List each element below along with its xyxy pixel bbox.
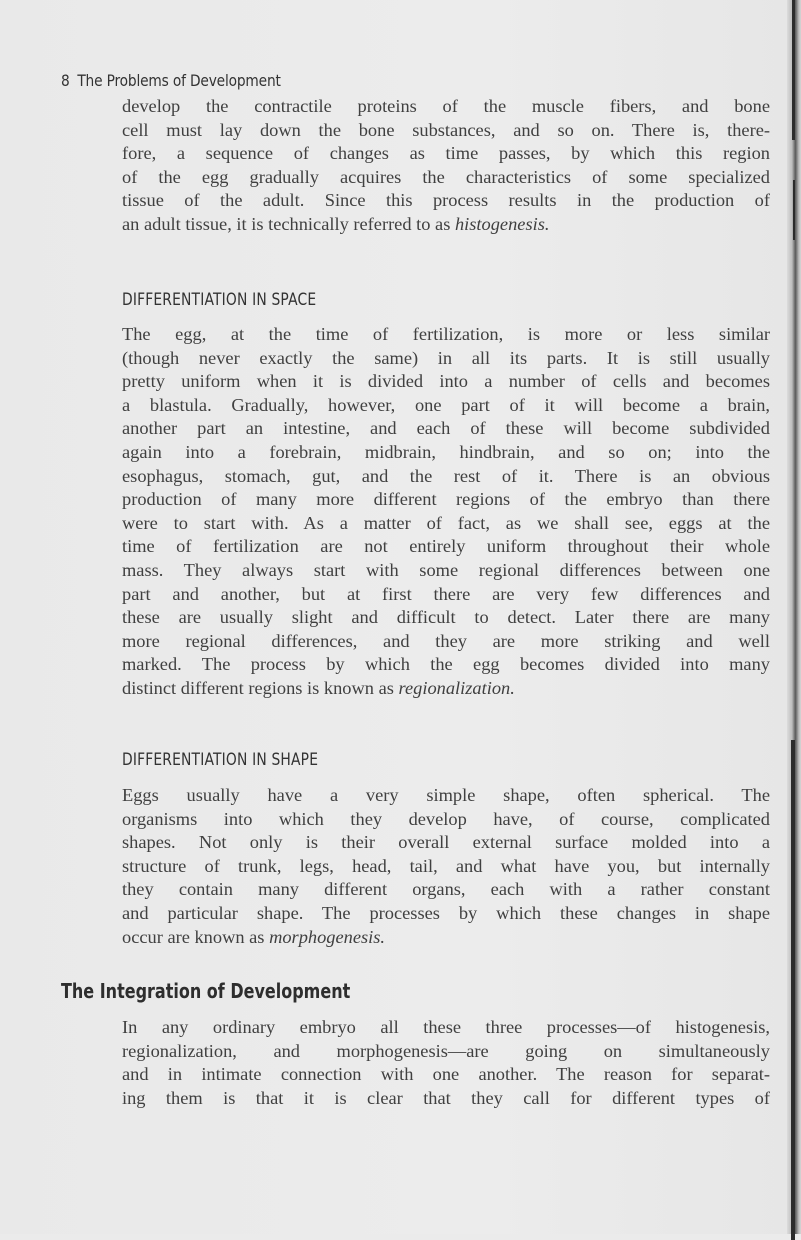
text-line: marked. The process by which the egg becomes divided into many	[122, 654, 770, 675]
text-line: these are usually slight and difficult to detect. Later there are many	[122, 607, 770, 628]
text-line: more regional differences, and they are more striking and well	[122, 630, 770, 651]
text-line: regionalization, and morphogenesis—are going on simultaneously	[122, 1040, 770, 1061]
term-histogenesis: histogenesis.	[454, 213, 550, 234]
text-line: The egg, at the time of fertilization, is more or less similar	[122, 324, 770, 344]
text-line: a blastula. Gradually, however, one part of it will become a brain,	[122, 394, 770, 415]
text-line: organisms into which they develop have, of course, complicated	[122, 808, 770, 829]
text-line: mass. They always start with some regional differences between one	[122, 559, 770, 580]
text-line: time of fertilization are not entirely uniform throughout their whole	[122, 536, 770, 557]
text-line: fore, a sequence of changes as time passes, by which this region	[122, 143, 770, 164]
book-spine-edge	[787, 0, 801, 1234]
text-line: tissue of the adult. Since this process results in the production of	[122, 190, 770, 211]
text-line: esophagus, stomach, gut, and the rest of it. There is an obvious	[122, 465, 770, 486]
running-head-title: The Problems of Development	[77, 71, 281, 90]
text-line: (though never exactly the same) in all its parts. It is still usually	[122, 347, 770, 368]
text-line: they contain many different organs, each with a rather constant	[122, 879, 770, 900]
paragraph-regionalization	[122, 323, 770, 701]
text-line: cell must lay down the bone substances, and so on. There is, there-	[122, 119, 770, 140]
text-fragment: occur are known as	[122, 926, 270, 947]
text-line	[122, 677, 770, 701]
paragraph-histogenesis	[122, 95, 770, 237]
text-line	[122, 926, 770, 950]
heading-integration-of-development: The Integration of Development	[61, 979, 351, 1003]
term-morphogenesis: morphogenesis.	[269, 926, 386, 947]
text-line	[122, 213, 770, 237]
text-line: pretty uniform when it is divided into a number of cells and becomes	[122, 371, 770, 392]
paragraph-integration	[122, 1016, 770, 1110]
text-line: In any ordinary embryo all these three processes—of histogenesis,	[122, 1017, 770, 1037]
heading-differentiation-in-shape: DIFFERENTIATION IN SHAPE	[122, 750, 319, 769]
text-line: Eggs usually have a very simple shape, often spherical. The	[122, 785, 770, 805]
text-line: shapes. Not only is their overall external surface molded into a	[122, 832, 770, 853]
text-line: and particular shape. The processes by which these changes in shape	[122, 902, 770, 923]
term-regionalization: regionalization.	[398, 677, 515, 698]
text-line: and in intimate connection with one another. The reason for separat-	[122, 1064, 770, 1085]
text-line: of the egg gradually acquires the characteristics of some specialized	[122, 166, 770, 187]
heading-differentiation-in-space: DIFFERENTIATION IN SPACE	[122, 290, 317, 309]
text-line: were to start with. As a matter of fact, as we shall see, eggs at the	[122, 512, 770, 533]
text-line: part and another, but at first there are very few differences and	[122, 583, 770, 604]
text-line: structure of trunk, legs, head, tail, and what have you, but internally	[122, 855, 770, 876]
text-fragment: an adult tissue, it is technically referred to as	[122, 213, 455, 234]
running-head	[61, 71, 281, 90]
text-line: ing them is that it is clear that they call for different types of	[122, 1087, 770, 1108]
text-line: develop the contractile proteins of the muscle fibers, and bone	[122, 96, 770, 116]
text-line: again into a forebrain, midbrain, hindbrain, and so on; into the	[122, 441, 770, 462]
page-number: 8	[61, 71, 70, 90]
paragraph-morphogenesis	[122, 784, 770, 949]
text-fragment: distinct different regions is known as	[122, 677, 399, 698]
text-line: another part an intestine, and each of these will become subdivided	[122, 418, 770, 439]
text-line: production of many more different regions of the embryo than there	[122, 489, 770, 510]
